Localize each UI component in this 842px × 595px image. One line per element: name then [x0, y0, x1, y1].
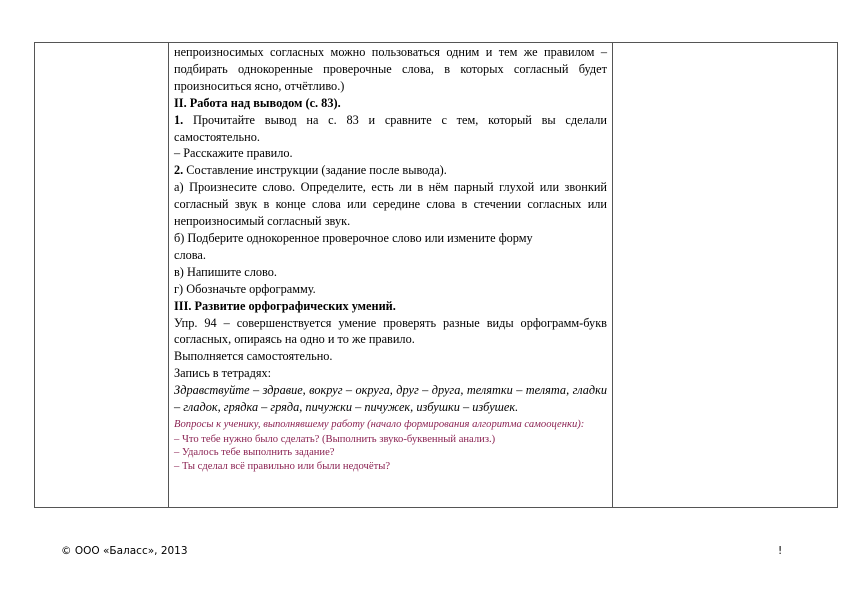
footer-page-mark: !	[778, 545, 783, 557]
section-heading-2: II. Работа над выводом (с. 83).	[174, 95, 341, 110]
step-2	[174, 162, 607, 179]
step-1-number: 1.	[174, 112, 184, 127]
question-2: – Удалось тебе выполнить задание?	[174, 447, 335, 459]
instruction-item-b: б) Подберите однокоренное проверочное слово или измените форму слова.	[174, 230, 533, 262]
step-1-text: Прочитайте вывод на с. 83 и сравните с тем, который вы сделали самостоятельно.	[174, 112, 607, 144]
lesson-content	[169, 43, 612, 473]
instruction-item-a: а) Произнесите слово. Определите, есть ли в нём парный глухой или звонкий согласный звук в конце слова или середине слова в стечении согласных или непроизносимый согласный звук.	[174, 180, 607, 229]
left-column-cell	[35, 43, 169, 508]
instruction-item-v: в) Напишите слово.	[174, 264, 277, 279]
step-1	[174, 112, 607, 146]
right-column-cell	[613, 43, 838, 508]
instruction-item-g: г) Обозначьте орфограмму.	[174, 281, 316, 296]
step-2-text: Составление инструкции (задание после вывода).	[183, 163, 447, 178]
table-row	[35, 43, 838, 508]
paragraph-rule-continuation: непроизносимых согласных можно пользоваться одним и тем же правилом – подбирать однокоренные проверочные слова, в которых согласный будет произноситься ясно, отчётливо.)	[174, 45, 607, 93]
exercise-94: Упр. 94 – совершенствуется умение проверять разные виды орфограмм-букв согласных, опираясь на одно и то же правило.	[174, 315, 607, 347]
word-pairs: Здравствуйте – здравие, вокруг – округа, друг – друга, телятки – телята, гладки – гладок, грядка – гряда, пичужки – пичужек, избушки – избушек.	[174, 383, 607, 415]
questions-intro: Вопросы к ученику, выполнявшему работу (начало формирования алгоритма самооценки):	[174, 418, 585, 430]
step-1-tell: – Расскажите правило.	[174, 146, 293, 161]
independent-note: Выполняется самостоятельно.	[174, 349, 333, 364]
question-1: – Что тебе нужно было сделать? (Выполнить звуко-буквенный анализ.)	[174, 434, 496, 446]
lesson-table	[34, 42, 838, 508]
footer-copyright: © ООО «Баласс», 2013	[61, 545, 188, 557]
step-2-number: 2.	[174, 163, 184, 178]
content-column-cell	[169, 43, 613, 508]
notebook-label: Запись в тетрадях:	[174, 366, 272, 381]
section-heading-3: III. Развитие орфографических умений.	[174, 298, 396, 313]
question-3: – Ты сделал всё правильно или были недочёты?	[174, 460, 391, 472]
